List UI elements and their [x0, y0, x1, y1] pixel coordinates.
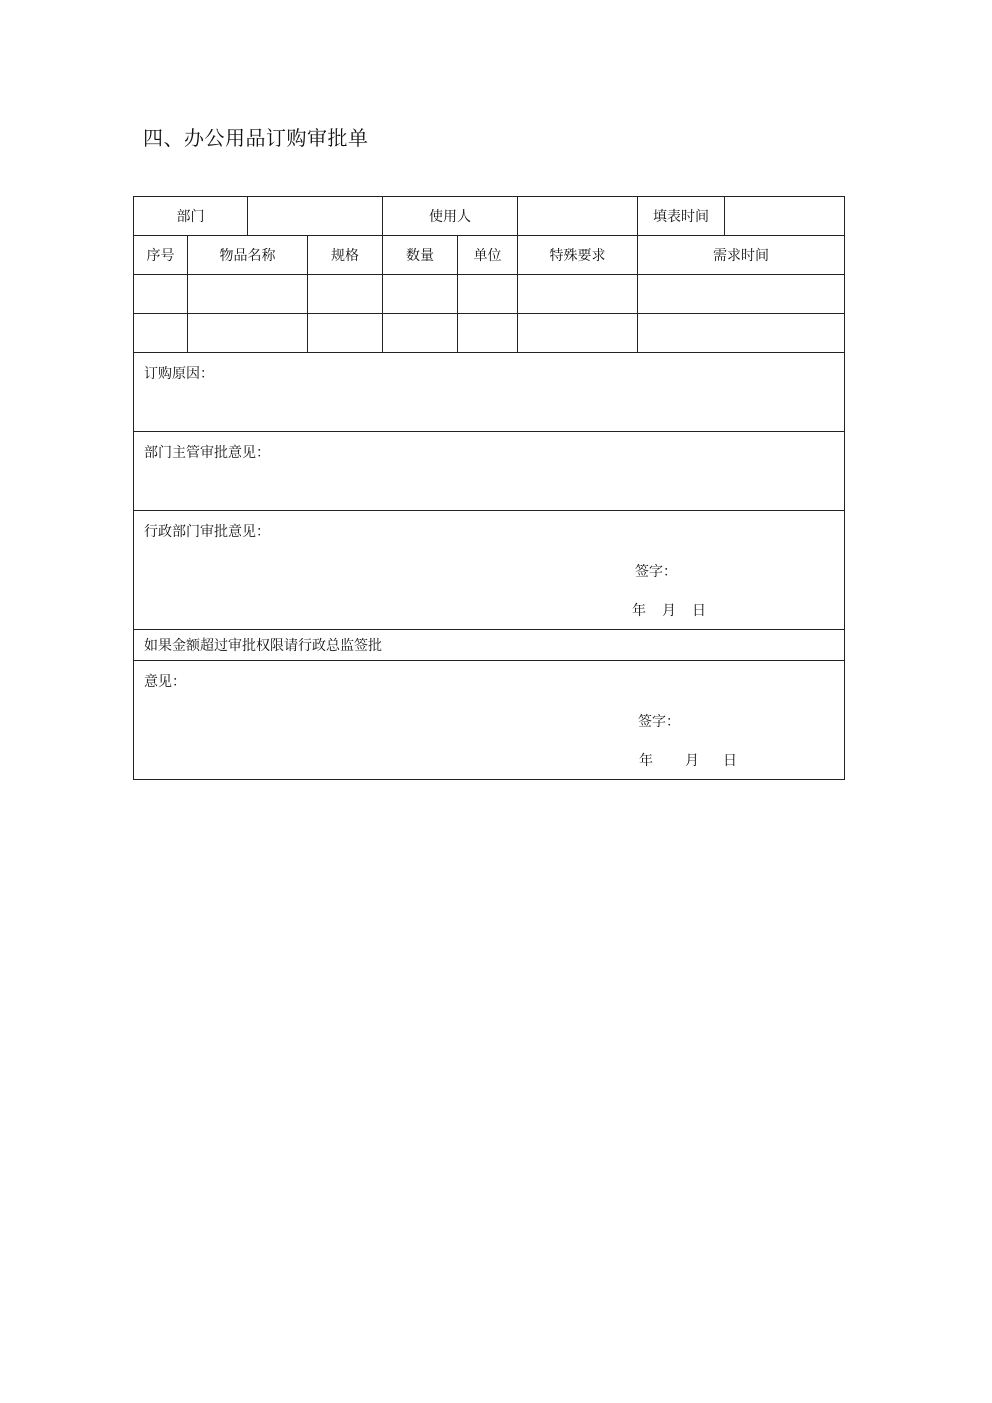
- manager-opinion-row: [134, 432, 845, 511]
- item-row: [134, 275, 845, 314]
- user-field[interactable]: [518, 197, 638, 236]
- purchase-reason-label: 订购原因：: [144, 366, 214, 382]
- admin-opinion-label: 行政部门审批意见：: [144, 524, 270, 540]
- admin-date-year: 年: [632, 603, 646, 619]
- item-unit-cell[interactable]: [458, 275, 518, 314]
- note-row: [134, 630, 845, 661]
- header-item-name: 物品名称: [188, 236, 308, 275]
- director-date-month: 月: [685, 753, 699, 769]
- manager-opinion-field[interactable]: [134, 432, 845, 511]
- header-unit: 单位: [458, 236, 518, 275]
- director-signature-label: 签字：: [638, 714, 680, 730]
- header-required-time: 需求时间: [638, 236, 845, 275]
- header-quantity: 数量: [383, 236, 458, 275]
- director-opinion-row: [134, 661, 845, 780]
- item-spec-cell[interactable]: [308, 314, 383, 353]
- column-header-row: [134, 236, 845, 275]
- item-row: [134, 314, 845, 353]
- department-label: 部门: [134, 197, 248, 236]
- item-spec-cell[interactable]: [308, 275, 383, 314]
- admin-signature-label: 签字：: [635, 564, 677, 580]
- escalation-note: 如果金额超过审批权限请行政总监签批: [134, 630, 845, 661]
- header-serial: 序号: [134, 236, 188, 275]
- manager-opinion-label: 部门主管审批意见：: [144, 445, 270, 461]
- director-date-day: 日: [723, 753, 737, 769]
- item-quantity-cell[interactable]: [383, 275, 458, 314]
- purchase-reason-row: [134, 353, 845, 432]
- admin-opinion-row: [134, 511, 845, 630]
- page-title: 四、办公用品订购审批单: [143, 126, 369, 150]
- header-special-requirement: 特殊要求: [518, 236, 638, 275]
- director-opinion-label: 意见：: [144, 674, 186, 690]
- item-name-cell[interactable]: [188, 275, 308, 314]
- director-date-year: 年: [639, 753, 653, 769]
- item-serial-cell[interactable]: [134, 314, 188, 353]
- item-serial-cell[interactable]: [134, 275, 188, 314]
- item-special-cell[interactable]: [518, 314, 638, 353]
- item-unit-cell[interactable]: [458, 314, 518, 353]
- item-name-cell[interactable]: [188, 314, 308, 353]
- admin-date-month: 月: [662, 603, 676, 619]
- item-special-cell[interactable]: [518, 275, 638, 314]
- item-time-cell[interactable]: [638, 314, 845, 353]
- item-time-cell[interactable]: [638, 275, 845, 314]
- director-opinion-field[interactable]: [134, 661, 845, 780]
- department-field[interactable]: [248, 197, 383, 236]
- purchase-reason-field[interactable]: [134, 353, 845, 432]
- admin-opinion-field[interactable]: [134, 511, 845, 630]
- admin-date-day: 日: [692, 603, 706, 619]
- item-quantity-cell[interactable]: [383, 314, 458, 353]
- user-label: 使用人: [383, 197, 518, 236]
- fill-date-label: 填表时间: [638, 197, 725, 236]
- header-info-row: [134, 197, 845, 236]
- approval-form-table: [133, 196, 845, 780]
- header-spec: 规格: [308, 236, 383, 275]
- fill-date-field[interactable]: [725, 197, 845, 236]
